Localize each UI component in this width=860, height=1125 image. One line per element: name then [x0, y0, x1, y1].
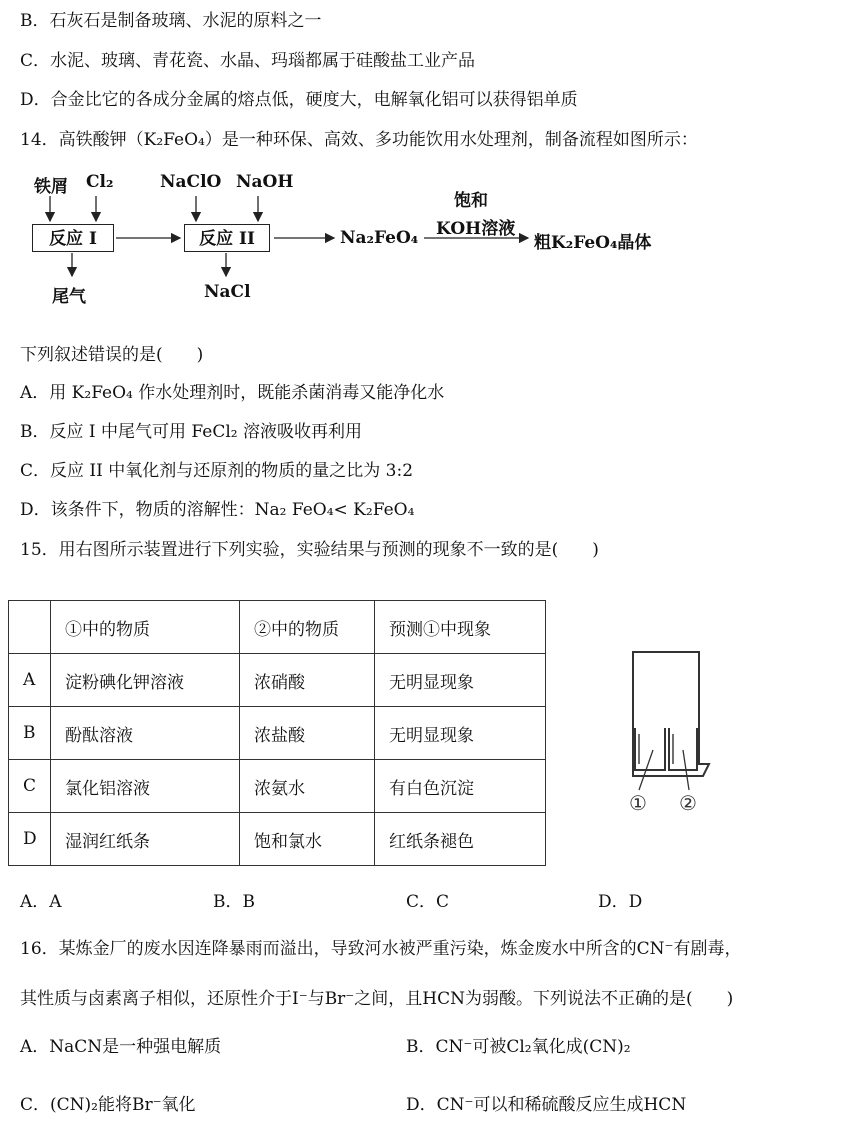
table-header-row — [9, 601, 546, 654]
table-cell: 酚酞溶液 — [51, 707, 240, 760]
table-row — [9, 654, 546, 707]
question-14-stem: 下列叙述错误的是( ) — [20, 345, 204, 365]
question-16-line-1: 16．某炼金厂的废水因连降暴雨而溢出，导致河水被严重污染，炼金废水中所含的CN⁻有剧毒， — [20, 939, 742, 959]
table-cell: 淀粉碘化钾溶液 — [51, 654, 240, 707]
flow-arrows — [0, 0, 860, 320]
question-14: 14．高铁酸钾（K₂FeO₄）是一种环保、高效、多功能饮用水处理剂，制备流程如图所示： — [20, 130, 698, 150]
flow-nacl: NaCl — [204, 282, 251, 302]
table-header-cell: ①中的物质 — [51, 601, 240, 654]
flow-input-naoh: NaOH — [236, 172, 294, 192]
question-16-option-b: B．CN⁻可被Cl₂氧化成(CN)₂ — [406, 1037, 631, 1057]
question-16-option-a: A．NaCN是一种强电解质 — [20, 1037, 222, 1057]
table-row — [9, 760, 546, 813]
flow-na2feo4: Na₂FeO₄ — [340, 228, 419, 248]
experiment-table — [8, 600, 546, 866]
flow-input-iron: 铁屑 — [34, 177, 68, 197]
option-c-line: C．水泥、玻璃、青花瓷、水晶、玛瑙都属于硅酸盐工业产品 — [20, 51, 476, 71]
question-15-option-a: A．A — [20, 892, 62, 912]
flow-input-cl2: Cl₂ — [86, 172, 114, 192]
question-15-option-c: C．C — [406, 892, 450, 912]
apparatus-illustration — [615, 640, 725, 830]
apparatus-label-1: ① — [629, 791, 647, 815]
question-16-option-c: C．(CN)₂能将Br⁻氧化 — [20, 1095, 196, 1115]
table-cell: 浓硝酸 — [240, 654, 375, 707]
table-cell: 浓盐酸 — [240, 707, 375, 760]
table-cell: 无明显现象 — [375, 654, 546, 707]
table-cell: A — [9, 654, 51, 707]
table-cell: 有白色沉淀 — [375, 760, 546, 813]
table-cell: 氯化铝溶液 — [51, 760, 240, 813]
option-b-line: B．石灰石是制备玻璃、水泥的原料之一 — [20, 11, 322, 31]
question-15-option-b: B．B — [213, 892, 255, 912]
flow-reaction-1: 反应 I — [32, 224, 114, 252]
table-cell: 饱和氯水 — [240, 813, 375, 866]
table-header-cell — [9, 601, 51, 654]
flow-condition-saturated: 饱和 — [454, 191, 488, 211]
table-header-cell: ②中的物质 — [240, 601, 375, 654]
question-16-option-d: D．CN⁻可以和稀硫酸反应生成HCN — [406, 1095, 687, 1115]
flow-reaction-2: 反应 II — [184, 224, 270, 252]
apparatus-label-2: ② — [679, 791, 697, 815]
flow-condition-koh: KOH溶液 — [436, 219, 516, 239]
table-cell: D — [9, 813, 51, 866]
table-header-cell: 预测①中现象 — [375, 601, 546, 654]
flow-tail-gas: 尾气 — [52, 287, 86, 307]
table-cell: 浓氨水 — [240, 760, 375, 813]
table-row — [9, 813, 546, 866]
question-15: 15．用右图所示装置进行下列实验，实验结果与预测的现象不一致的是( ) — [20, 540, 599, 560]
table-cell: 无明显现象 — [375, 707, 546, 760]
table-cell: C — [9, 760, 51, 813]
question-16-line-2: 其性质与卤素离子相似，还原性介于I⁻与Br⁻之间，且HCN为弱酸。下列说法不正确的是( ) — [20, 989, 734, 1009]
question-14-option-d: D．该条件下，物质的溶解性：Na₂ FeO₄< K₂FeO₄ — [20, 500, 415, 520]
question-14-option-c: C．反应 II 中氧化剂与还原剂的物质的量之比为 3:2 — [20, 461, 414, 481]
option-d-line: D．合金比它的各成分金属的熔点低，硬度大，电解氧化铝可以获得铝单质 — [20, 90, 578, 110]
table-cell: B — [9, 707, 51, 760]
question-15-option-d: D．D — [598, 892, 643, 912]
table-cell: 红纸条褪色 — [375, 813, 546, 866]
question-14-option-a: A．用 K₂FeO₄ 作水处理剂时，既能杀菌消毒又能净化水 — [20, 383, 445, 403]
question-14-option-b: B．反应 I 中尾气可用 FeCl₂ 溶液吸收再利用 — [20, 422, 363, 442]
flow-input-naclo: NaClO — [160, 172, 222, 192]
table-row — [9, 707, 546, 760]
flow-product: 粗K₂FeO₄晶体 — [534, 233, 652, 253]
table-cell: 湿润红纸条 — [51, 813, 240, 866]
